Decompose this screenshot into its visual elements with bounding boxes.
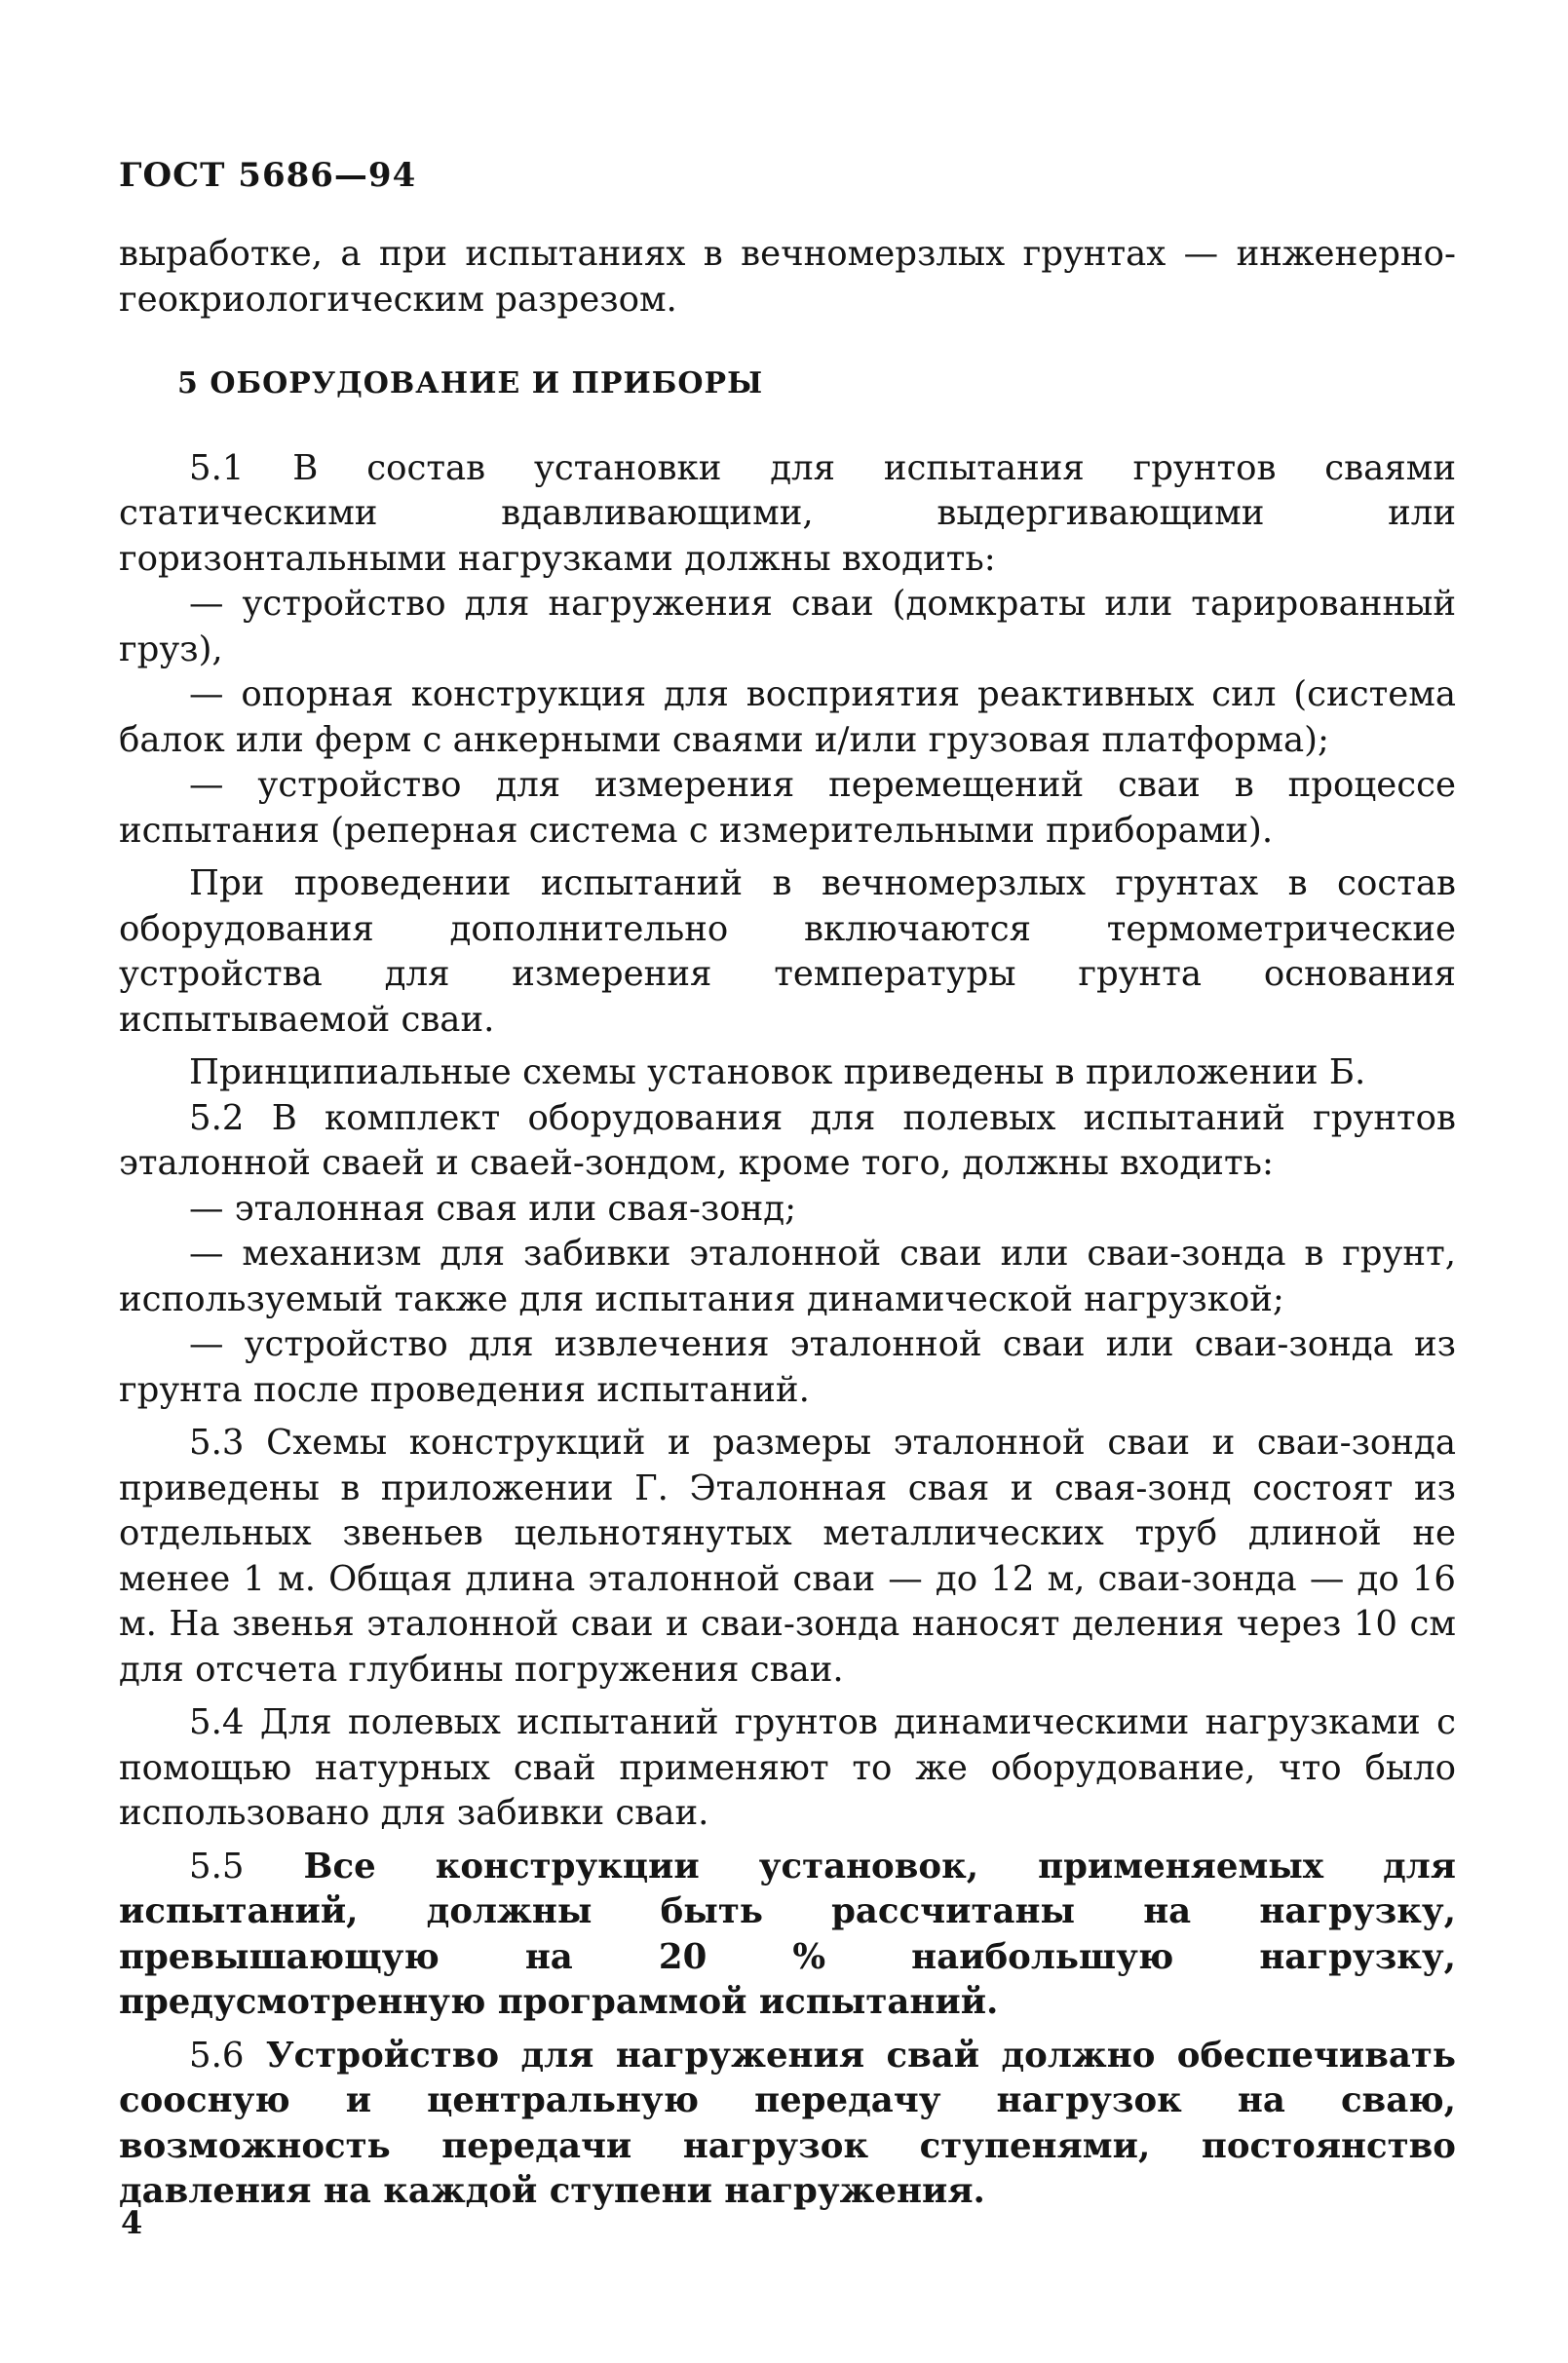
list-item: — устройство для нагружения сваи (домкраты или тарированный груз), xyxy=(119,584,1456,669)
paragraph-number: 5.3 xyxy=(189,1423,245,1463)
list-item: — эталонная свая или свая-зонд; xyxy=(189,1188,797,1229)
paragraph-number: 5.5 xyxy=(189,1846,245,1887)
paragraph-5-3 xyxy=(119,1421,1456,1693)
section-title: 5 ОБОРУДОВАНИЕ И ПРИБОРЫ xyxy=(177,366,764,400)
page-number: 4 xyxy=(121,2204,143,2241)
paragraph-number: 5.2 xyxy=(189,1097,245,1138)
list-item: — опорная конструкция для восприятия реактивных сил (система балок или ферм с анкерными сваями и/или грузовая платформа); xyxy=(119,674,1456,760)
paragraph-text: Устройство для нагружения свай должно обеспечивать соосную и центральную передачу нагрузок на сваю, возможность передачи нагрузок ступенями, постоянство давления на каждой ступени нагружения. xyxy=(119,2035,1456,2211)
paragraph-text: Для полевых испытаний грунтов динамическими нагрузками с помощью натурных свай применяют то же оборудование, что было использовано для забивки сваи. xyxy=(119,1702,1456,1833)
paragraph-text: В состав установки для испытания грунтов сваями статическими вдавливающими, выдергивающими или горизонтальными нагрузками должны входить: xyxy=(119,447,1456,579)
paragraph-5-5 xyxy=(119,1845,1456,2026)
paragraph-5-4 xyxy=(119,1700,1456,1837)
paragraph-5-1 xyxy=(119,446,1456,583)
list-item: — механизм для забивки эталонной сваи или сваи-зонда в грунт, используемый также для испытания динамической нагрузкой; xyxy=(119,1234,1456,1319)
paragraph-text: В комплект оборудования для полевых испытаний грунтов эталонной сваей и сваей-зондом, кроме того, должны входить: xyxy=(119,1097,1456,1183)
paragraph-number: 5.4 xyxy=(189,1702,245,1742)
paragraph-5-2 xyxy=(119,1096,1456,1187)
permafrost-paragraph: При проведении испытаний в вечномерзлых грунтах в состав оборудования дополнительно включаются термометрические устройства для измерения температуры грунта основания испытываемой сваи. xyxy=(119,863,1456,1040)
paragraph-number: 5.1 xyxy=(189,447,245,488)
schemes-reference: Принципиальные схемы установок приведены в приложении Б. xyxy=(189,1052,1366,1092)
page-body xyxy=(119,232,1456,2215)
paragraph-5-6 xyxy=(119,2034,1456,2215)
paragraph-text: Все конструкции установок, применяемых для испытаний, должны быть рассчитаны на нагрузку, превышающую на 20 % наибольшую нагрузку, предусмотренную программой испытаний. xyxy=(119,1846,1456,2022)
paragraph-number: 5.6 xyxy=(189,2035,245,2076)
list-item: — устройство для измерения перемещений сваи в процессе испытания (реперная система с измерительными приборами). xyxy=(119,765,1456,851)
paragraph-text: Схемы конструкций и размеры эталонной сваи и сваи-зонда приведены в приложении Г. Эталонная свая и свая-зонд состоят из отдельных звеньев цельнотянутых металлических труб длиной не менее 1 м. Общая длина эталонной сваи — до 12 м, сваи-зонда — до 16 м. На звенья эталонной сваи и сваи-зонда наносят деления через 10 см для отсчета глубины погружения сваи. xyxy=(119,1423,1456,1690)
list-item: — устройство для извлечения эталонной сваи или сваи-зонда из грунта после проведения испытаний. xyxy=(119,1324,1456,1410)
intro-paragraph: выработке, а при испытаниях в вечномерзлых грунтах — инженерно-геокриологическим разрезом. xyxy=(119,234,1456,320)
document-header: ГОСТ 5686—94 xyxy=(119,156,417,195)
